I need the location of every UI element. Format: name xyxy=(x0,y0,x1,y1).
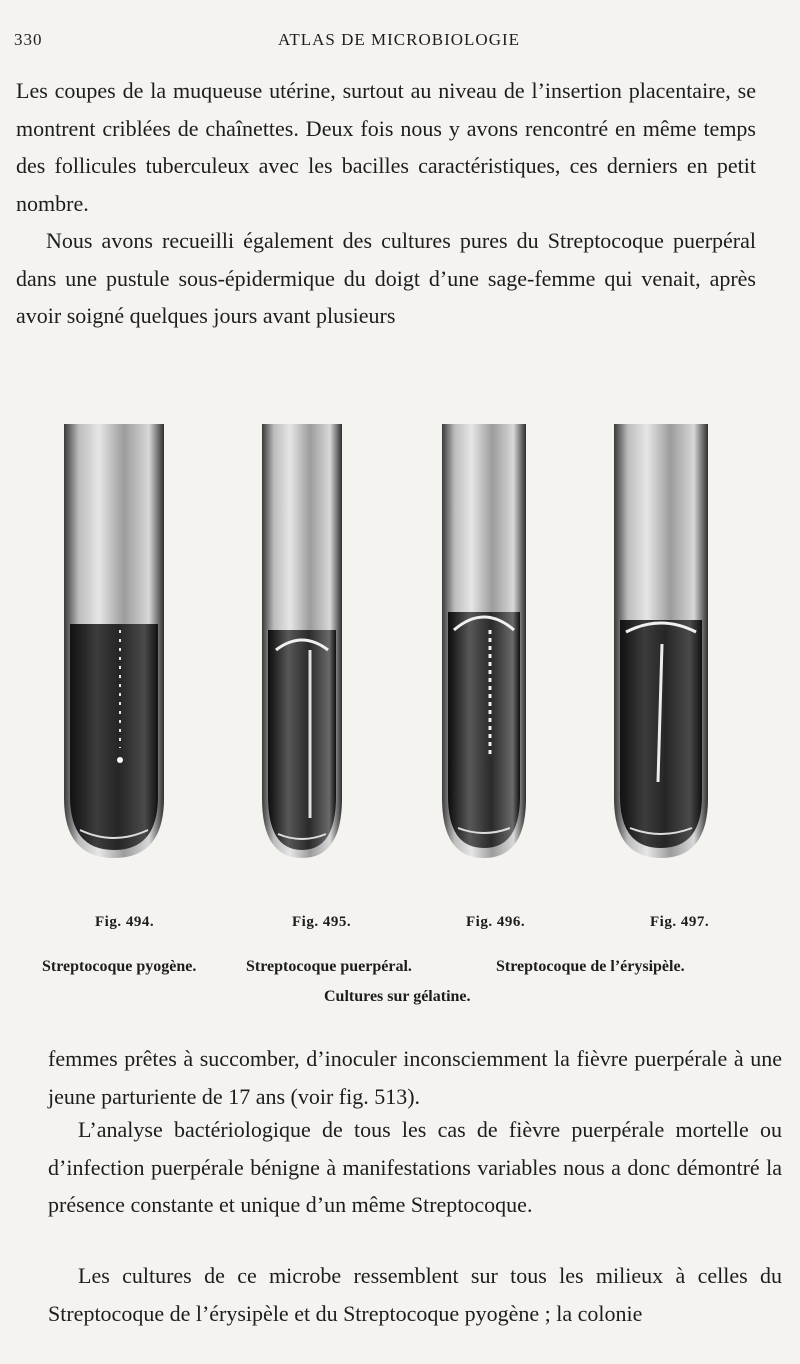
culture-tubes-photo xyxy=(40,418,760,858)
caption-497: Streptocoque de l’érysipèle. xyxy=(496,958,685,975)
figure-label-495: Fig. 495. xyxy=(292,914,352,930)
tube-494 xyxy=(64,424,164,858)
tube-496 xyxy=(442,424,526,858)
figure-label-497: Fig. 497. xyxy=(650,914,710,930)
paragraph-bacteriological-analysis: L’analyse bactériologique de tous les cas de fièvre puerpérale mortelle ou d’infection puerpérale bénigne à manifestations variables nous a donc démontré la présence constante et unique d’un même Streptocoque. xyxy=(48,1117,782,1217)
caption-495: Streptocoque puerpéral. xyxy=(246,958,412,975)
page-number: 330 xyxy=(14,30,43,49)
paragraph-pure-cultures: Nous avons recueilli également des cultures pures du Streptocoque puerpéral dans une pustule sous-épidermique du doigt d’une sage-femme qui venait, après avoir soigné quelques jours avant plusieurs xyxy=(16,228,756,328)
paragraph-inoculation: femmes prêtes à succomber, d’inoculer inconsciemment la fièvre puerpérale à une jeune parturiente de 17 ans (voir fig. 513). xyxy=(48,1046,782,1109)
figure-label-494: Fig. 494. xyxy=(95,914,155,930)
page-header xyxy=(14,30,784,56)
paragraph-uterine-sections: Les coupes de la muqueuse utérine, surtout au niveau de l’insertion placentaire, se montrent criblées de chaînettes. Deux fois nous y avons rencontré en même temps des follicules tuberculeux avec les bacilles caractéristiques, ces derniers en petit nombre. xyxy=(16,78,756,216)
tube-497 xyxy=(614,424,708,858)
tube-495 xyxy=(262,424,342,858)
common-caption: Cultures sur gélatine. xyxy=(324,988,471,1005)
figure-plate xyxy=(40,418,760,858)
running-title: ATLAS DE MICROBIOLOGIE xyxy=(277,30,521,49)
figure-label-496: Fig. 496. xyxy=(466,914,526,930)
paragraph-cultures: Les cultures de ce microbe ressemblent sur tous les milieux à celles du Streptocoque de l’érysipèle et du Streptocoque pyogène ; la colonie xyxy=(48,1263,782,1326)
caption-494: Streptocoque pyogène. xyxy=(42,958,197,975)
